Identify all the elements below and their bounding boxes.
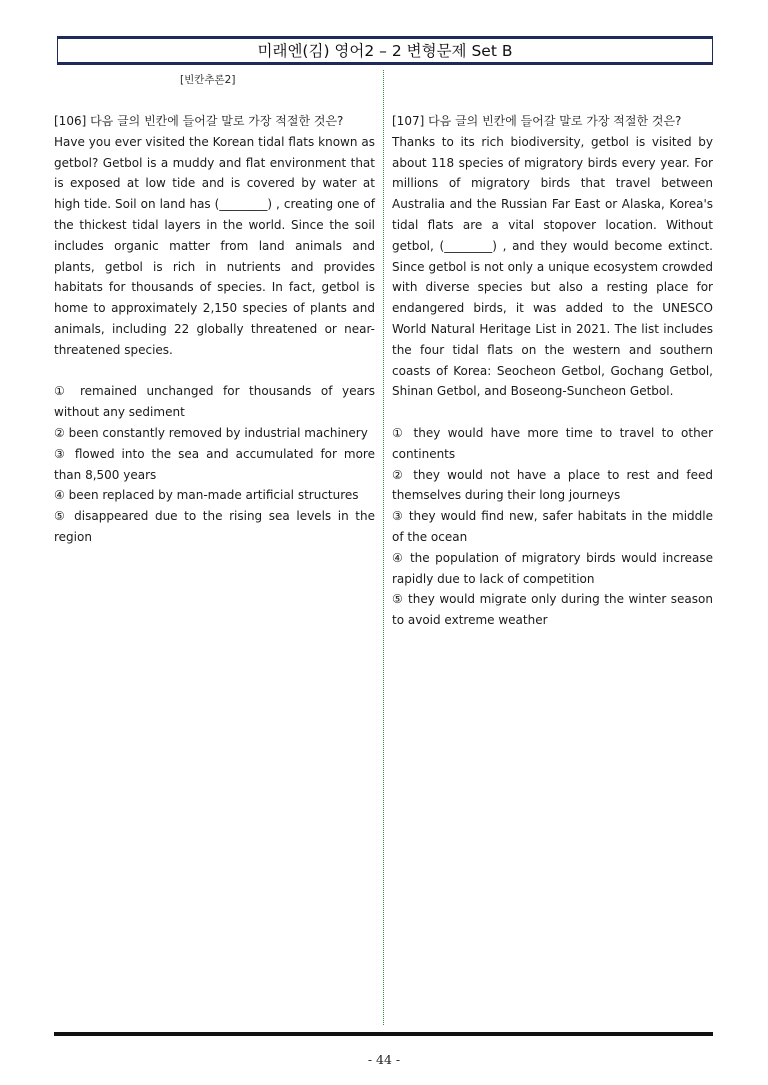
question-106-passage: Have you ever visited the Korean tidal flats known as getbol? Getbol is a muddy and flat environment that is exposed at low tide and is covered by water at high tide. Soil on land has (________) , creating one of the thickest tidal layers in the world. Since the soil includes organic matter from land animals and plants, getbol is rich in nutrients and provides habitats for thousands of species. In fact, getbol is home to approximately 2,150 species of plants and animals, including 22 globally threatened or near-threatened species. (54, 134, 375, 357)
option-4: ④ been replaced by man-made artificial structures (54, 488, 359, 503)
page-header (57, 36, 713, 65)
header-title: 미래엔(김) 영어2 – 2 변형문제 Set B (257, 42, 513, 60)
question-107 (392, 111, 713, 631)
option-1: ① remained unchanged for thousands of years without any sediment (54, 384, 375, 420)
spacer (54, 361, 375, 382)
page-number: - 44 - (367, 1052, 401, 1067)
option-5: ⑤ disappeared due to the rising sea levels in the region (54, 509, 375, 544)
question-107-passage: Thanks to its rich biodiversity, getbol is visited by about 118 species of migratory birds every year. For millions of migratory birds that travel between Australia and the Russian Far East or Alaska, Korea's tidal flats are a vital stopover location. Without getbol, (________) , and they would become extinct. Since getbol is not only a unique ecosystem crowded with diverse species but also a resting place for endangered birds, it was added to the UNESCO World Natural Heritage List in 2021. The list includes the four tidal flats on the western and southern coasts of Korea: Seocheon Getbol, Gochang Getbol, Shinan Getbol, and Boseong-Suncheon Getbol. (392, 134, 713, 399)
option-4: ④ the population of migratory birds would increase rapidly due to lack of competition (392, 550, 713, 586)
category-label: [빈칸추론2] (180, 74, 236, 86)
footer-rule (54, 1032, 713, 1036)
column-divider (383, 70, 384, 1025)
option-3: ③ flowed into the sea and accumulated for more than 8,500 years (54, 446, 375, 482)
option-5: ⑤ they would migrate only during the winter season to avoid extreme weather (392, 592, 713, 628)
option-2: ② they would not have a place to rest and feed themselves during their long journeys (392, 467, 713, 503)
spacer (392, 402, 713, 423)
question-106-prompt: [106] 다음 글의 빈칸에 들어갈 말로 가장 적절한 것은? (54, 114, 344, 128)
option-2: ② been constantly removed by industrial machinery (54, 425, 368, 440)
option-3: ③ they would find new, safer habitats in the middle of the ocean (392, 509, 713, 544)
question-107-prompt: [107] 다음 글의 빈칸에 들어갈 말로 가장 적절한 것은? (392, 114, 682, 128)
option-1: ① they would have more time to travel to other continents (392, 425, 713, 461)
question-106 (54, 111, 375, 548)
